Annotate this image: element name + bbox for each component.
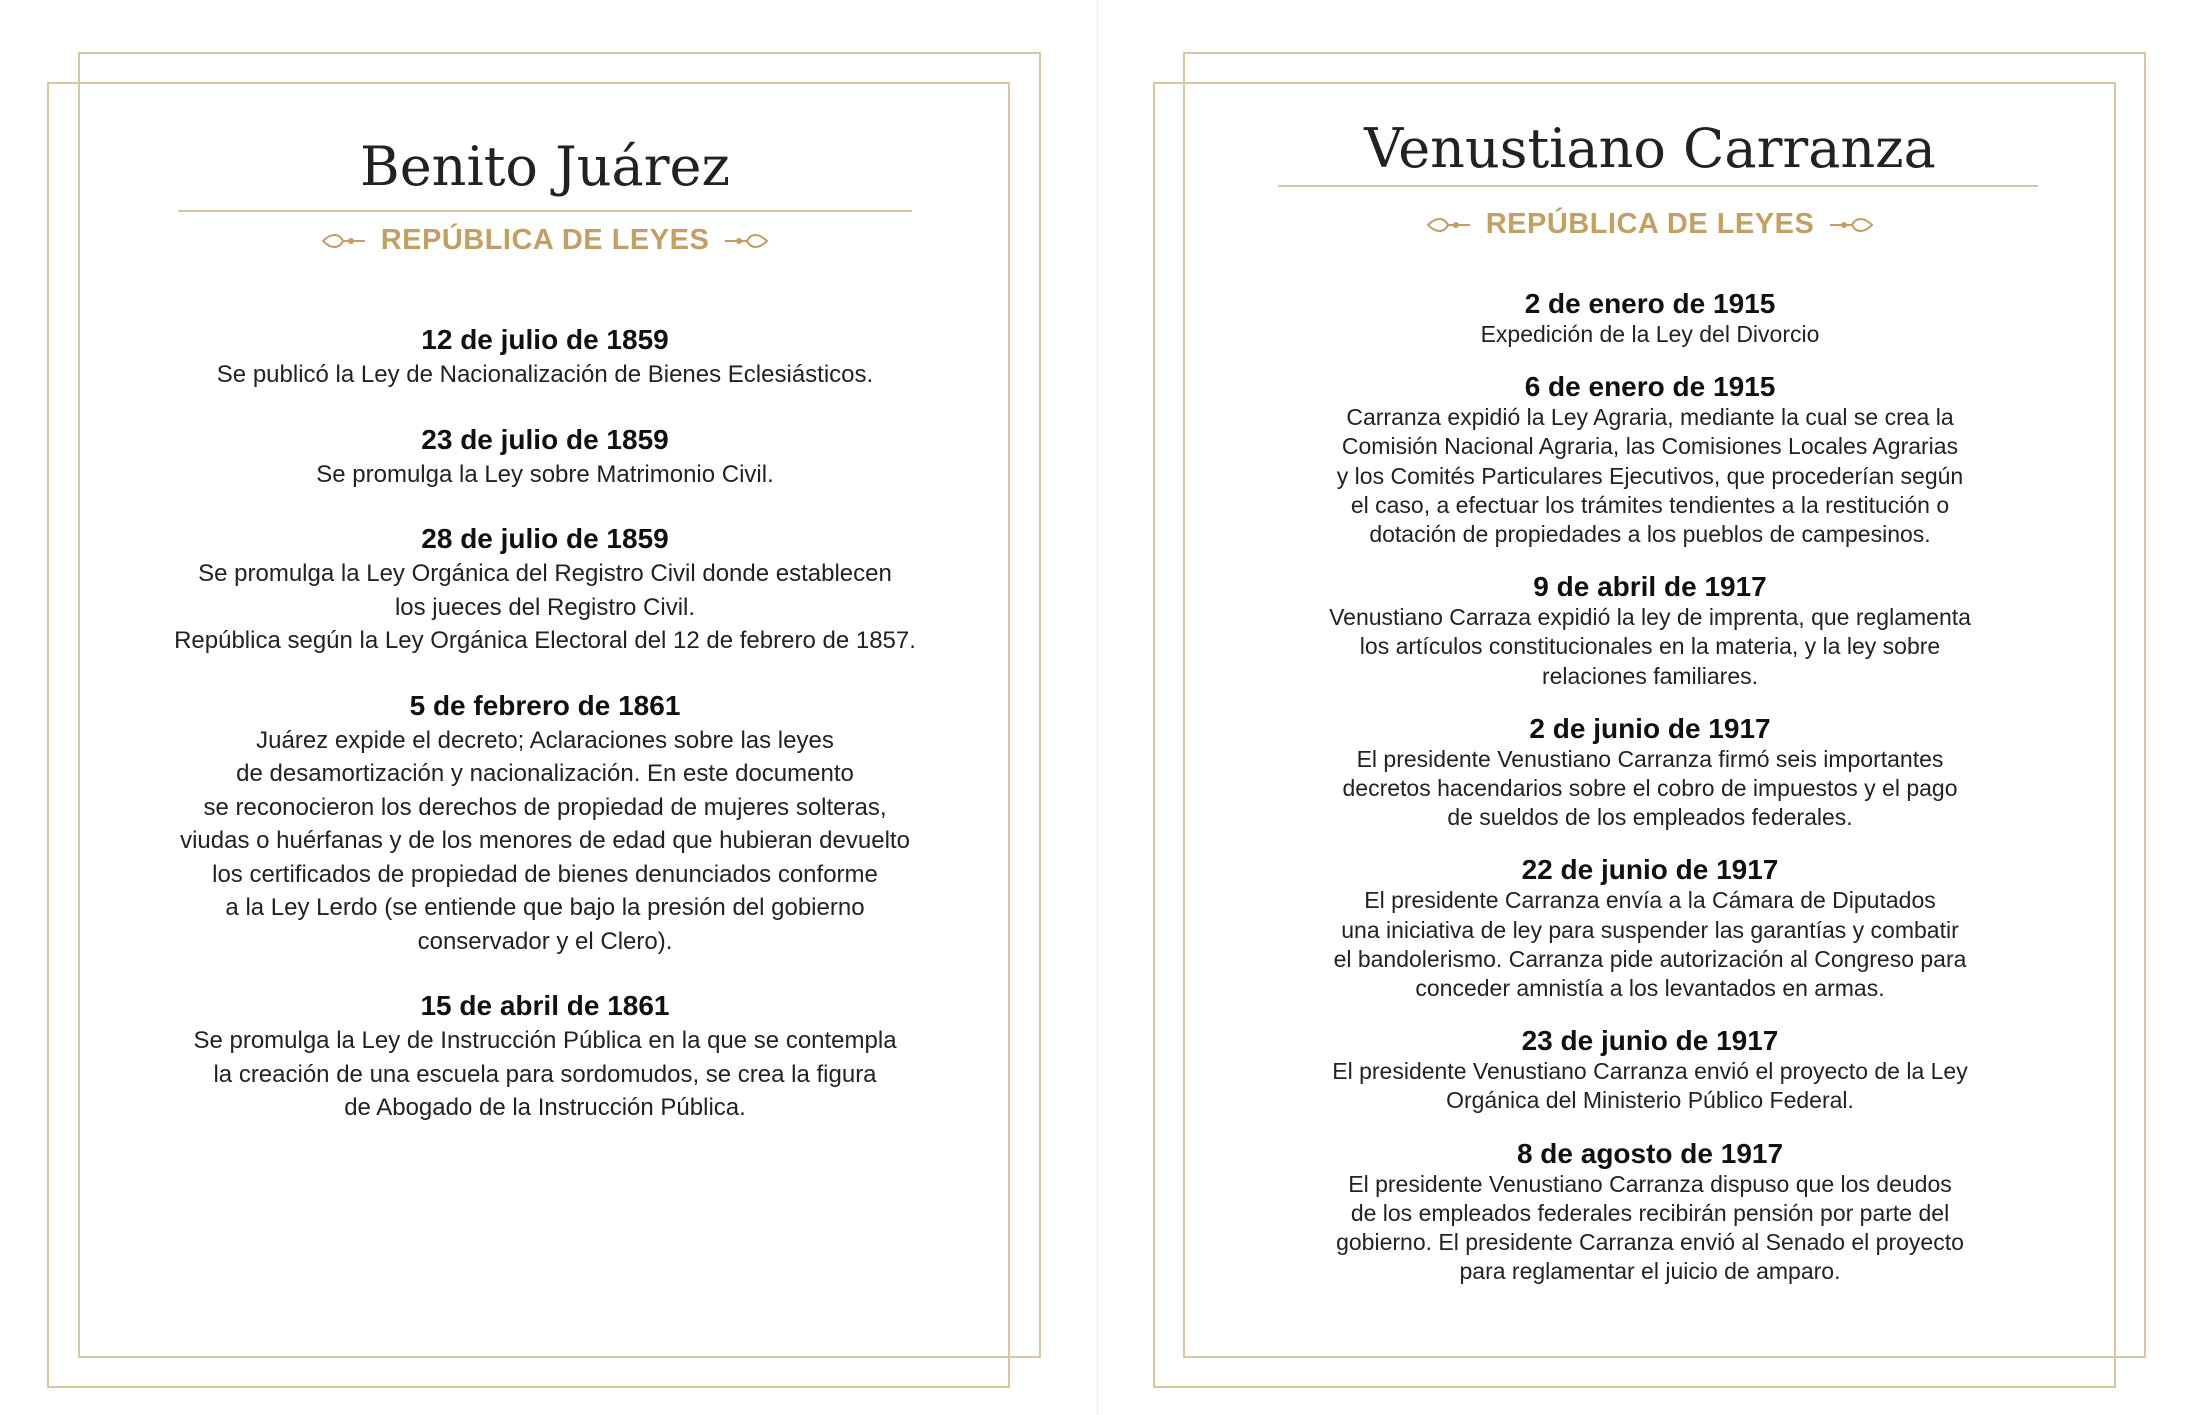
entry-date: 12 de julio de 1859 <box>421 324 669 355</box>
entry-text-line: los certificados de propiedad de bienes denunciados conforme <box>212 860 878 888</box>
entry-text-line: Juárez expide el decreto; Aclaraciones sobre las leyes <box>256 726 834 754</box>
fleuron-icon <box>1426 213 1472 237</box>
entry-text-line: gobierno. El presidente Carranza envió al Senado el proyecto <box>1336 1229 1964 1256</box>
entry-text-line: y los Comités Particulares Ejecutivos, que procederían según <box>1336 462 1964 489</box>
entry-text-line: los jueces del Registro Civil. <box>394 593 696 621</box>
timeline-entry <box>110 988 980 1125</box>
entry-text-line: El presidente Venustiano Carranza firmó seis importantes <box>1356 745 1944 772</box>
entry-text-line: a la Ley Lerdo (se entiende que bajo la presión del gobierno <box>225 894 865 921</box>
timeline-entry <box>1240 713 2060 833</box>
entry-text-line: relaciones familiares. <box>1541 662 1759 689</box>
left-title <box>110 135 980 198</box>
timeline-entry <box>1240 288 2060 349</box>
entry-text-line: decretos hacendarios sobre el cobro de impuestos y el pago <box>1342 775 1958 802</box>
timeline-entry <box>110 688 980 959</box>
entry-text-line: para reglamentar el juicio de amparo. <box>1459 1258 1841 1285</box>
entry-text-line: viudas o huérfanas y de los menores de edad que hubieran devuelto <box>180 827 910 854</box>
entry-text-line: se reconocieron los derechos de propiedad de mujeres solteras, <box>203 793 887 821</box>
entry-text-line: de desamortización y nacionalización. En este documento <box>236 760 854 787</box>
timeline-entry <box>1240 1138 2060 1287</box>
entry-text-line: el caso, a efectuar los trámites tendientes a la restitución o <box>1350 491 1950 518</box>
entry-text-line: Se promulga la Ley Orgánica del Registro Civil donde establecen <box>198 560 892 587</box>
left-subtitle: REPÚBLICA DE LEYES <box>380 224 710 256</box>
entry-text-line: dotación de propiedades a los pueblos de campesinos. <box>1369 521 1931 548</box>
entry-date: 22 de junio de 1917 <box>1521 854 1779 886</box>
entry-date: 23 de junio de 1917 <box>1521 1025 1779 1057</box>
entry-text-line: Comisión Nacional Agraria, las Comisiones Locales Agrarias <box>1341 433 1959 460</box>
fleuron-icon <box>723 229 769 253</box>
entry-text-line: El presidente Venustiano Carranza envió el proyecto de la Ley <box>1332 1058 1968 1085</box>
entry-date: 8 de agosto de 1917 <box>1516 1137 1784 1169</box>
entry-text-line: una iniciativa de ley para suspender las garantías y combatir <box>1341 916 1959 943</box>
left-entries <box>110 322 980 1155</box>
entry-date: 5 de febrero de 1861 <box>409 689 681 721</box>
entry-text-line: la creación de una escuela para sordomudos, se crea la figura <box>213 1060 877 1088</box>
timeline-entry <box>1240 571 2060 691</box>
entry-text-line: República según la Ley Orgánica Electoral del 12 de febrero de 1857. <box>174 627 916 654</box>
left-subtitle-row <box>110 224 980 257</box>
entry-date: 2 de junio de 1917 <box>1529 712 1771 744</box>
right-entries <box>1240 288 2060 1308</box>
timeline-entry <box>110 422 980 492</box>
right-title-text: Venustiano Carranza <box>1364 117 1936 180</box>
page-fold <box>1097 0 1098 1415</box>
entry-date: 9 de abril de 1917 <box>1533 571 1767 603</box>
left-title-text: Benito Juárez <box>360 135 730 198</box>
entry-date: 23 de julio de 1859 <box>421 423 669 455</box>
entry-text-line: conservador y el Clero). <box>417 927 673 955</box>
fleuron-icon <box>1828 213 1874 237</box>
entry-date: 15 de abril de 1861 <box>420 990 670 1021</box>
timeline-entry <box>1240 854 2060 1003</box>
entry-text-line: Expedición de la Ley del Divorcio <box>1480 321 1820 347</box>
entry-text-line: de Abogado de la Instrucción Pública. <box>344 1094 746 1121</box>
right-title <box>1240 117 2060 180</box>
entry-text-line: el bandolerismo. Carranza pide autorización al Congreso para <box>1333 945 1967 972</box>
right-subtitle: REPÚBLICA DE LEYES <box>1485 208 1815 240</box>
entry-text-line: El presidente Venustiano Carranza dispuso que los deudos <box>1348 1170 1952 1197</box>
fleuron-icon <box>321 229 367 253</box>
entry-text-line: Orgánica del Ministerio Público Federal. <box>1446 1087 1854 1114</box>
entry-text-line: los artículos constitucionales en la materia, y la ley sobre <box>1359 633 1941 660</box>
right-subtitle-row <box>1240 208 2060 241</box>
entry-text-line: conceder amnistía a los levantados en armas. <box>1415 975 1885 1002</box>
right-panel <box>1240 100 2060 1330</box>
entry-text-line: Carranza expidió la Ley Agraria, mediante la cual se crea la <box>1346 404 1954 431</box>
entry-text-line: Se promulga la Ley de Instrucción Pública en la que se contempla <box>193 1027 897 1054</box>
timeline-entry <box>110 521 980 658</box>
entry-text-line: de los empleados federales recibirán pensión por parte del <box>1350 1199 1950 1226</box>
entry-date: 2 de enero de 1915 <box>1524 288 1776 319</box>
left-title-rule <box>178 210 912 212</box>
entry-text-line: El presidente Carranza envía a la Cámara de Diputados <box>1364 887 1936 914</box>
timeline-entry <box>110 322 980 392</box>
entry-text-line: Se publicó la Ley de Nacionalización de Bienes Eclesiásticos. <box>216 361 874 388</box>
entry-text-line: Venustiano Carraza expidió la ley de imprenta, que reglamenta <box>1329 604 1971 631</box>
left-panel <box>110 120 980 1340</box>
timeline-entry <box>1240 371 2060 549</box>
entry-date: 28 de julio de 1859 <box>421 523 669 554</box>
right-title-rule <box>1278 185 2038 187</box>
entry-date: 6 de enero de 1915 <box>1524 371 1776 403</box>
entry-text-line: Se promulga la Ley sobre Matrimonio Civil. <box>316 460 774 488</box>
entry-text-line: de sueldos de los empleados federales. <box>1447 804 1853 831</box>
timeline-entry <box>1240 1025 2060 1115</box>
